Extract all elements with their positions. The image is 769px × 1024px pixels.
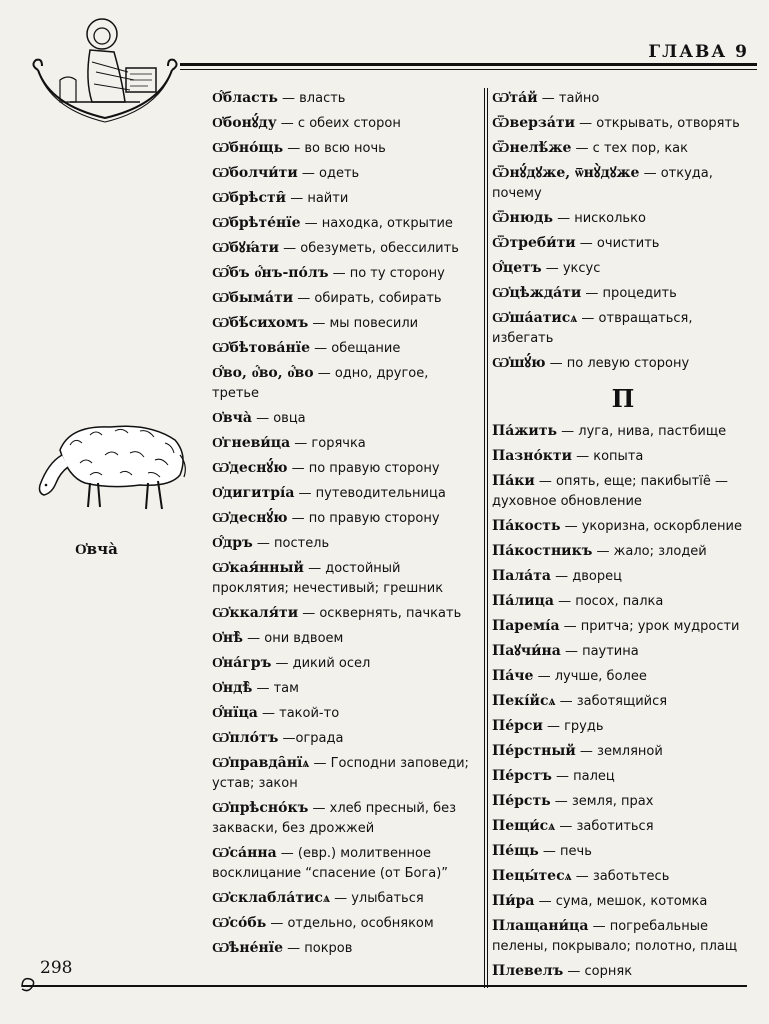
entry-headword: Ѿнꙋ́дꙋже, ѿнꙋ̀дꙋже bbox=[492, 165, 640, 181]
column-divider-inner bbox=[487, 88, 488, 988]
entry-headword: Ѡ҆правда̑нїѧ bbox=[212, 755, 310, 771]
entry-headword: Ѡ҆ѣне́нїе bbox=[212, 940, 283, 956]
dictionary-entry bbox=[492, 766, 754, 787]
dictionary-entry bbox=[212, 888, 477, 909]
entry-definition: — постель bbox=[252, 536, 330, 551]
dictionary-entry bbox=[492, 566, 754, 587]
dictionary-entry bbox=[492, 283, 754, 304]
entry-definition: — найти bbox=[286, 191, 349, 206]
entry-definition: — власть bbox=[277, 91, 346, 106]
dictionary-entry bbox=[492, 353, 754, 374]
footer-rule bbox=[22, 985, 747, 987]
dictionary-entry bbox=[492, 741, 754, 762]
dictionary-entry bbox=[212, 508, 477, 529]
dictionary-entry bbox=[492, 641, 754, 662]
entry-headword: Ѡ҆бѣтова́нїе bbox=[212, 340, 310, 356]
dictionary-entry bbox=[212, 753, 477, 794]
entry-headword: Ѡ҆цѣжда́ти bbox=[492, 285, 582, 301]
entry-headword: Ѿтреби́ти bbox=[492, 235, 576, 251]
entry-headword: Ѡ҆кая́нный bbox=[212, 560, 304, 576]
entry-headword: О҆́бласть bbox=[212, 90, 278, 106]
dictionary-entry bbox=[492, 421, 754, 442]
entry-definition: —ограда bbox=[278, 731, 344, 746]
entry-headword: Пе́щь bbox=[492, 843, 539, 859]
dictionary-entry bbox=[212, 843, 477, 884]
entry-headword: О҆́дръ bbox=[212, 535, 253, 551]
entry-definition: — притча; урок мудрости bbox=[559, 619, 740, 634]
page-number: 298 bbox=[40, 958, 73, 978]
entry-definition: — луга, нива, пастбище bbox=[557, 424, 727, 439]
entry-headword: Ѡ҆склабла́тисѧ bbox=[212, 890, 330, 906]
dictionary-entry bbox=[492, 446, 754, 467]
entry-definition: — погребальные пелены, покрывало; полотно, плащ bbox=[492, 919, 738, 954]
dictionary-entry bbox=[492, 591, 754, 612]
dictionary-entry bbox=[492, 471, 754, 512]
dictionary-entry bbox=[492, 791, 754, 812]
entry-definition: — дворец bbox=[550, 569, 622, 584]
dictionary-entry bbox=[212, 408, 477, 429]
entry-definition: — достойный проклятия; нечестивый; грешник bbox=[212, 561, 444, 596]
entry-definition: — палец bbox=[551, 769, 615, 784]
entry-definition: — обезуметь, обессилить bbox=[279, 241, 459, 256]
entry-headword: Па́кость bbox=[492, 518, 561, 534]
entry-headword: Ѡ҆та́й bbox=[492, 90, 538, 106]
entry-definition: — очистить bbox=[575, 236, 660, 251]
entry-headword: Па́ки bbox=[492, 473, 535, 489]
entry-definition: — такой-то bbox=[257, 706, 340, 721]
entry-headword: Па́че bbox=[492, 668, 534, 684]
dictionary-entry bbox=[212, 163, 477, 184]
entry-headword: Ѡ҆брѣте́нїе bbox=[212, 215, 301, 231]
entry-headword: Па́жить bbox=[492, 423, 557, 439]
entry-headword: Ѡ҆бымáти bbox=[212, 290, 294, 306]
entry-definition: — отдельно, особняком bbox=[266, 916, 434, 931]
dictionary-entry bbox=[212, 483, 477, 504]
scribe-emblem-icon bbox=[30, 10, 180, 125]
entry-headword: О҆́во, о҆́во, о҆́во bbox=[212, 365, 314, 381]
entry-headword: Ѡ҆пло́тъ bbox=[212, 730, 279, 746]
entry-definition: — отвращаться, избегать bbox=[492, 311, 693, 346]
header-rule bbox=[180, 63, 757, 66]
entry-definition: — во всю ночь bbox=[283, 141, 386, 156]
entry-definition: — одеть bbox=[297, 166, 360, 181]
dictionary-entry bbox=[212, 88, 477, 109]
entry-definition: — тайно bbox=[537, 91, 600, 106]
dictionary-entry bbox=[212, 678, 477, 699]
entry-headword: Ѡ҆са́нна bbox=[212, 845, 277, 861]
entry-definition: — паутина bbox=[560, 644, 639, 659]
entry-definition: — откуда, почему bbox=[492, 166, 713, 201]
dictionary-entry bbox=[492, 666, 754, 687]
entry-headword: Паꙋчи́на bbox=[492, 643, 561, 659]
dictionary-entry bbox=[492, 163, 754, 204]
dictionary-entry bbox=[492, 916, 754, 957]
dictionary-entry bbox=[492, 541, 754, 562]
dictionary-entry bbox=[212, 913, 477, 934]
entry-headword: Пе́рсть bbox=[492, 793, 551, 809]
entry-definition: — опять, еще; пакибытїе̑ — духовное обновление bbox=[492, 474, 728, 509]
entry-headword: Ѡ҆ша́атисѧ bbox=[492, 310, 578, 326]
entry-headword: Ѿверзáти bbox=[492, 115, 575, 131]
entry-headword: Ѡ҆прѣсно́къ bbox=[212, 800, 309, 816]
entry-headword: Ѡ҆бно́щь bbox=[212, 140, 284, 156]
dictionary-entry bbox=[212, 533, 477, 554]
entry-definition: — по ту сторону bbox=[328, 266, 445, 281]
entry-headword: Паремі́а bbox=[492, 618, 560, 634]
entry-headword: Ѡ҆брѣсти̑ bbox=[212, 190, 287, 206]
dictionary-entry bbox=[212, 113, 477, 134]
dictionary-entry bbox=[492, 258, 754, 279]
dictionary-entry bbox=[492, 816, 754, 837]
entry-definition: — одно, другое, третье bbox=[212, 366, 429, 401]
entry-definition: — посох, палка bbox=[553, 594, 664, 609]
entry-definition: — сорняк bbox=[563, 964, 633, 979]
entry-headword: Ѿнюдь bbox=[492, 210, 553, 226]
dictionary-entry bbox=[492, 716, 754, 737]
dictionary-entry bbox=[492, 866, 754, 887]
entry-headword: Пазно́кти bbox=[492, 448, 572, 464]
entry-headword: Пе́рстъ bbox=[492, 768, 552, 784]
entry-headword: Пе́рстный bbox=[492, 743, 576, 759]
entry-headword: Ѡ҆болчи́ти bbox=[212, 165, 298, 181]
entry-headword: О҆бонꙋ́ду bbox=[212, 115, 277, 131]
dictionary-entry bbox=[492, 961, 754, 982]
entry-definition: — обещание bbox=[309, 341, 401, 356]
entry-definition: — укоризна, оскорбление bbox=[560, 519, 742, 534]
entry-definition: — по правую сторону bbox=[287, 461, 440, 476]
entry-definition: — земля, прах bbox=[550, 794, 654, 809]
header-rule-thin bbox=[180, 69, 757, 70]
dictionary-entry bbox=[212, 798, 477, 839]
entry-definition: — хлеб пресный, без закваски, без дрожжей bbox=[212, 801, 457, 836]
entry-headword: Па́лица bbox=[492, 593, 554, 609]
dictionary-entry bbox=[212, 213, 477, 234]
dictionary-entry bbox=[212, 363, 477, 404]
left-column bbox=[212, 88, 477, 963]
dictionary-entry bbox=[492, 308, 754, 349]
dictionary-entry bbox=[212, 728, 477, 749]
entry-definition: — заботящийся bbox=[555, 694, 668, 709]
sheep-illustration-icon bbox=[30, 415, 190, 515]
entry-definition: — по левую сторону bbox=[545, 356, 690, 371]
entry-definition: — покров bbox=[282, 941, 353, 956]
entry-headword: О҆гневи́ца bbox=[212, 435, 291, 451]
dictionary-entry bbox=[212, 938, 477, 959]
entry-definition: — открывать, отворять bbox=[575, 116, 740, 131]
column-divider bbox=[484, 88, 485, 988]
entry-definition: — горячка bbox=[290, 436, 366, 451]
entry-headword: Ѡ҆́бъ о҆́нъ-по́лъ bbox=[212, 265, 329, 281]
entry-headword: О҆́нїца bbox=[212, 705, 258, 721]
entry-definition: — сума, мешок, котомка bbox=[534, 894, 708, 909]
entry-definition: — дикий осел bbox=[271, 656, 371, 671]
entry-definition: — жало; злодей bbox=[592, 544, 707, 559]
entry-headword: О҆ндѣ̀ bbox=[212, 680, 253, 696]
dictionary-entry bbox=[492, 691, 754, 712]
dictionary-entry bbox=[212, 138, 477, 159]
section-letter-heading: П bbox=[611, 384, 635, 413]
dictionary-entry bbox=[212, 558, 477, 599]
entry-definition: — мы повесили bbox=[308, 316, 419, 331]
entry-headword: Плевелъ bbox=[492, 963, 564, 979]
entry-headword: О҆́цетъ bbox=[492, 260, 542, 276]
entry-headword: Ѿнелѣ́же bbox=[492, 140, 572, 156]
entry-definition: — улыбаться bbox=[329, 891, 424, 906]
dictionary-entry bbox=[212, 238, 477, 259]
entry-headword: Ѡ҆со́бь bbox=[212, 915, 267, 931]
dictionary-entry bbox=[212, 603, 477, 624]
entry-headword: Ѡ҆деснꙋ́ю bbox=[212, 460, 288, 476]
dictionary-entry bbox=[492, 891, 754, 912]
entry-headword: Пала́та bbox=[492, 568, 551, 584]
entry-headword: Па́костникъ bbox=[492, 543, 593, 559]
dictionary-entry bbox=[212, 653, 477, 674]
entry-headword: Ѡ҆бѣ́сихомъ bbox=[212, 315, 309, 331]
entry-definition: — грудь bbox=[542, 719, 604, 734]
entry-definition: — овца bbox=[251, 411, 306, 426]
entry-definition: — уксус bbox=[541, 261, 601, 276]
dictionary-entry bbox=[212, 628, 477, 649]
dictionary-entry bbox=[492, 88, 754, 109]
entry-definition: — лучше, более bbox=[533, 669, 647, 684]
dictionary-entry bbox=[492, 138, 754, 159]
dictionary-entry bbox=[212, 288, 477, 309]
entry-definition: — нисколько bbox=[552, 211, 646, 226]
entry-definition: — они вдвоем bbox=[242, 631, 344, 646]
dictionary-entry bbox=[492, 841, 754, 862]
entry-definition: — заботьтесь bbox=[571, 869, 670, 884]
entry-headword: О҆на́гръ bbox=[212, 655, 272, 671]
entry-definition: — путеводительница bbox=[294, 486, 446, 501]
entry-definition: — обирать, собирать bbox=[293, 291, 442, 306]
entry-headword: Плащани́ца bbox=[492, 918, 589, 934]
dictionary-entry bbox=[492, 233, 754, 254]
dictionary-entry bbox=[212, 338, 477, 359]
entry-definition: — земляной bbox=[575, 744, 663, 759]
entry-definition: — заботиться bbox=[555, 819, 654, 834]
entry-definition: — печь bbox=[538, 844, 592, 859]
entry-definition: — копыта bbox=[571, 449, 644, 464]
dictionary-entry bbox=[212, 263, 477, 284]
chapter-heading: ГЛАВА 9 bbox=[648, 42, 749, 62]
entry-headword: Пецы́тесѧ bbox=[492, 868, 572, 884]
dictionary-entry bbox=[212, 188, 477, 209]
entry-headword: Пекі́йсѧ bbox=[492, 693, 556, 709]
entry-headword: О҆вча̀ bbox=[212, 410, 252, 426]
entry-definition: — там bbox=[252, 681, 299, 696]
right-column bbox=[492, 88, 754, 986]
dictionary-entry bbox=[492, 113, 754, 134]
entry-headword: Ѡ҆шꙋ́ю bbox=[492, 355, 546, 371]
entry-definition: — по правую сторону bbox=[287, 511, 440, 526]
entry-headword: Ѡ҆деснꙋ́ю bbox=[212, 510, 288, 526]
dictionary-entry bbox=[492, 516, 754, 537]
entry-definition: — процедить bbox=[581, 286, 677, 301]
dictionary-entry bbox=[212, 703, 477, 724]
dictionary-entry bbox=[212, 313, 477, 334]
entry-headword: О҆нѣ̀ bbox=[212, 630, 243, 646]
entry-definition: — (евр.) молитвенное восклицание “спасение (от Бога)” bbox=[212, 846, 449, 881]
entry-headword: Пещи́сѧ bbox=[492, 818, 556, 834]
entry-headword: Пе́рси bbox=[492, 718, 543, 734]
entry-definition: — с обеих сторон bbox=[276, 116, 401, 131]
entry-headword: Ѡ҆бꙋꙗ́ти bbox=[212, 240, 280, 256]
entry-headword: О҆дигитрі́а bbox=[212, 485, 295, 501]
illustration-caption: О҆вча̀ bbox=[75, 540, 118, 558]
dictionary-entry bbox=[492, 208, 754, 229]
entry-definition: — Господни заповеди; устав; закон bbox=[212, 756, 469, 791]
entry-headword: Пи́ра bbox=[492, 893, 535, 909]
entry-definition: — с тех пор, как bbox=[571, 141, 689, 156]
dictionary-entry bbox=[212, 433, 477, 454]
dictionary-entry bbox=[212, 458, 477, 479]
entry-definition: — осквернять, пачкать bbox=[298, 606, 462, 621]
entry-definition: — находка, открытие bbox=[300, 216, 453, 231]
dictionary-entry bbox=[492, 616, 754, 637]
entry-headword: Ѡ҆ккаля́ти bbox=[212, 605, 299, 621]
